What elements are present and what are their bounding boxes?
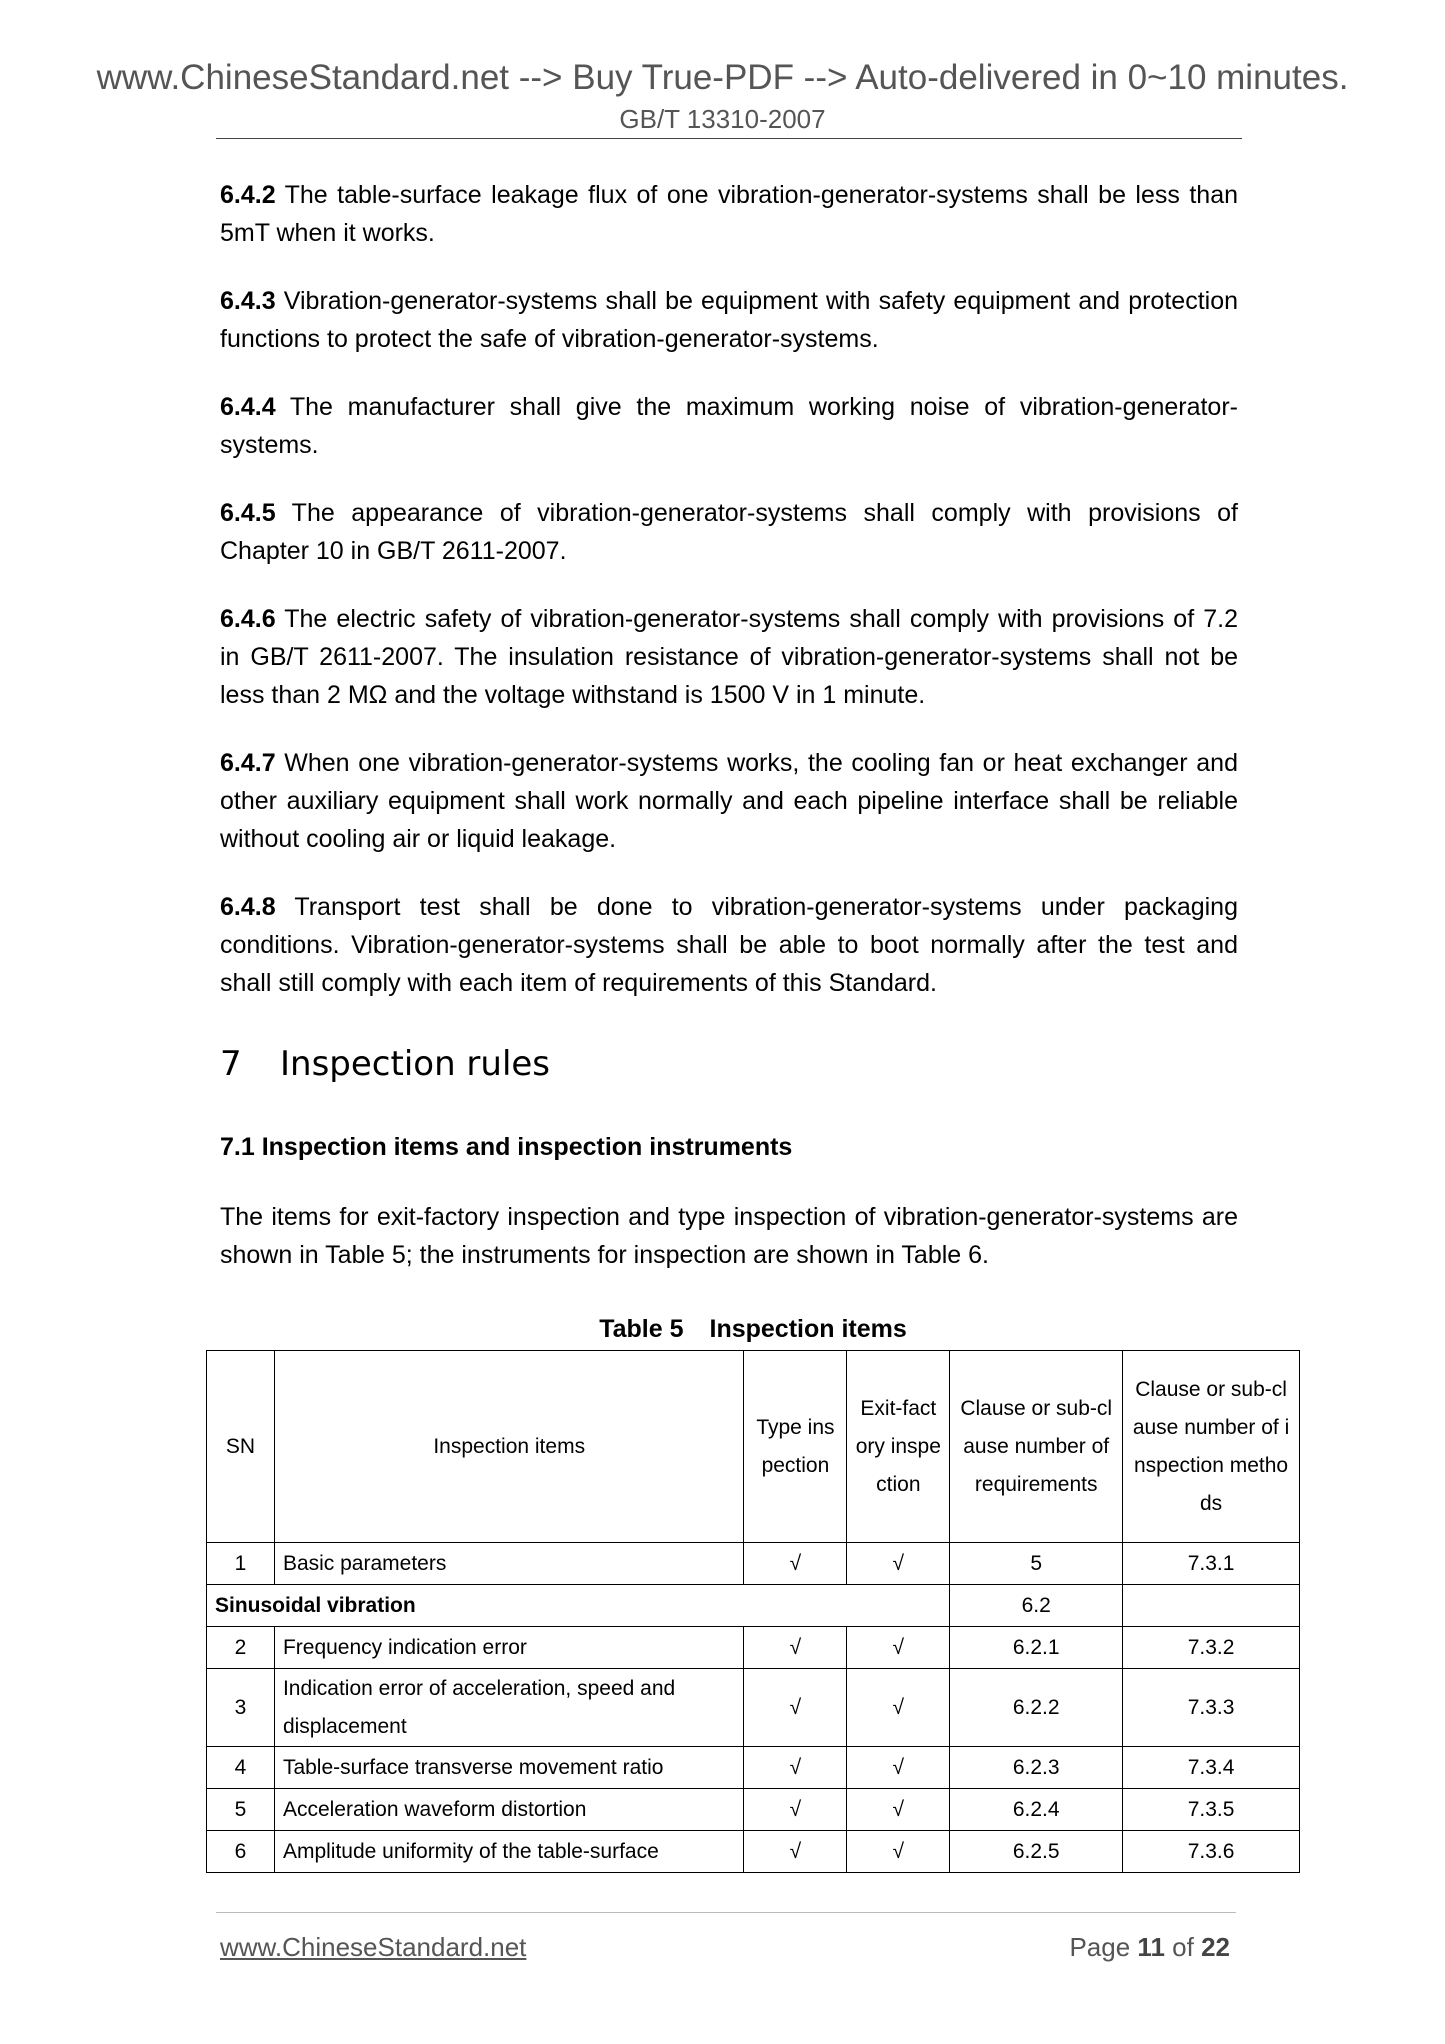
table-row	[207, 1669, 1300, 1747]
group-requirement: 6.2	[950, 1585, 1123, 1627]
table-header-row	[207, 1351, 1300, 1543]
footer-divider	[216, 1912, 1236, 1913]
section-number: 7	[220, 1044, 242, 1084]
row-exit-check: √	[847, 1747, 950, 1789]
document-body	[220, 176, 1238, 1304]
row-sn: 1	[207, 1543, 275, 1585]
row-method: 7.3.3	[1123, 1669, 1300, 1747]
header-inspection-items: Inspection items	[274, 1351, 744, 1543]
row-requirement: 6.2.1	[950, 1627, 1123, 1669]
clause-text: When one vibration-generator-systems works, the cooling fan or heat exchanger and other auxiliary equipment shall work normally and each pipeline interface shall be reliable without cooling air or liquid leakage.	[220, 749, 1238, 853]
row-sn: 2	[207, 1627, 275, 1669]
page-of: of	[1172, 1932, 1194, 1962]
row-sn: 6	[207, 1831, 275, 1873]
table-row	[207, 1627, 1300, 1669]
table-title: Inspection items	[709, 1315, 907, 1343]
row-method: 7.3.4	[1123, 1747, 1300, 1789]
row-requirement: 6.2.4	[950, 1789, 1123, 1831]
clause-6-4-8	[220, 888, 1238, 1002]
header-type-inspection: Type inspection	[744, 1351, 847, 1543]
header-divider	[216, 138, 1242, 139]
row-requirement: 5	[950, 1543, 1123, 1585]
standard-number: GB/T 13310-2007	[619, 104, 826, 134]
row-exit-check: √	[847, 1831, 950, 1873]
section-heading	[220, 1042, 1238, 1086]
row-method: 7.3.6	[1123, 1831, 1300, 1873]
section-title: Inspection rules	[280, 1044, 551, 1084]
row-method: 7.3.5	[1123, 1789, 1300, 1831]
clause-text: The manufacturer shall give the maximum working noise of vibration-generator-systems.	[220, 393, 1238, 459]
clause-number: 6.4.8	[220, 893, 276, 921]
header-banner: www.ChineseStandard.net --> Buy True-PDF --> Auto-delivered in 0~10 minutes.	[96, 58, 1349, 97]
clause-text: Vibration-generator-systems shall be equipment with safety equipment and protection functions to protect the safe of vibration-generator-systems.	[220, 287, 1238, 353]
clause-6-4-6	[220, 600, 1238, 714]
row-type-check: √	[744, 1831, 847, 1873]
table-group-row	[207, 1585, 1300, 1627]
row-type-check: √	[744, 1747, 847, 1789]
footer-site-link[interactable]: www.ChineseStandard.net	[220, 1932, 527, 1962]
row-item: Table-surface transverse movement ratio	[274, 1747, 744, 1789]
row-item: Basic parameters	[274, 1543, 744, 1585]
header-methods-clause: Clause or sub-clause number of inspection methods	[1123, 1351, 1300, 1543]
table-number: Table 5	[599, 1315, 684, 1343]
row-exit-check: √	[847, 1627, 950, 1669]
current-page: 11	[1137, 1932, 1165, 1962]
header-requirements-clause: Clause or sub-clause number of requirements	[950, 1351, 1123, 1543]
row-type-check: √	[744, 1669, 847, 1747]
intro-paragraph: The items for exit-factory inspection and type inspection of vibration-generator-systems are shown in Table 5; the instruments for inspection are shown in Table 6.	[220, 1203, 1238, 1269]
clause-number: 6.4.5	[220, 499, 276, 527]
row-type-check: √	[744, 1789, 847, 1831]
clause-6-4-4	[220, 388, 1238, 464]
clause-number: 6.4.7	[220, 749, 276, 777]
row-item: Indication error of acceleration, speed and displacement	[274, 1669, 744, 1747]
row-type-check: √	[744, 1543, 847, 1585]
header-sn: SN	[207, 1351, 275, 1543]
table-row	[207, 1747, 1300, 1789]
row-method: 7.3.1	[1123, 1543, 1300, 1585]
row-exit-check: √	[847, 1669, 950, 1747]
row-requirement: 6.2.3	[950, 1747, 1123, 1789]
clause-text: The appearance of vibration-generator-systems shall comply with provisions of Chapter 10 in GB/T 2611-2007.	[220, 499, 1238, 565]
clause-6-4-3	[220, 282, 1238, 358]
clause-text: Transport test shall be done to vibration-generator-systems under packaging conditions. Vibration-generator-systems shall be able to boot normally after the test and shall still comply with each item of requirements of this Standard.	[220, 893, 1238, 997]
table-row	[207, 1831, 1300, 1873]
clause-number: 6.4.6	[220, 605, 276, 633]
subsection-heading: 7.1 Inspection items and inspection instruments	[220, 1133, 793, 1161]
page-indicator	[1069, 1930, 1230, 1964]
clause-text: The table-surface leakage flux of one vibration-generator-systems shall be less than 5mT when it works.	[220, 181, 1238, 247]
header-exit-factory-inspection: Exit-factory inspection	[847, 1351, 950, 1543]
clause-6-4-7	[220, 744, 1238, 858]
row-item: Amplitude uniformity of the table-surface	[274, 1831, 744, 1873]
row-sn: 5	[207, 1789, 275, 1831]
group-label: Sinusoidal vibration	[207, 1585, 950, 1627]
clause-number: 6.4.2	[220, 181, 276, 209]
table-row	[207, 1789, 1300, 1831]
inspection-items-table	[206, 1350, 1300, 1873]
row-item: Acceleration waveform distortion	[274, 1789, 744, 1831]
row-requirement: 6.2.5	[950, 1831, 1123, 1873]
table-caption	[206, 1312, 1300, 1346]
group-method	[1123, 1585, 1300, 1627]
row-sn: 3	[207, 1669, 275, 1747]
clause-6-4-5	[220, 494, 1238, 570]
clause-text: The electric safety of vibration-generator-systems shall comply with provisions of 7.2 in GB/T 2611-2007. The insulation resistance of vibration-generator-systems shall not be less than 2 MΩ and the voltage withstand is 1500 V in 1 minute.	[220, 605, 1238, 709]
page-label: Page	[1069, 1932, 1131, 1962]
clause-number: 6.4.3	[220, 287, 276, 315]
row-sn: 4	[207, 1747, 275, 1789]
total-pages: 22	[1201, 1932, 1230, 1962]
row-exit-check: √	[847, 1789, 950, 1831]
clause-number: 6.4.4	[220, 393, 276, 421]
row-item: Frequency indication error	[274, 1627, 744, 1669]
row-type-check: √	[744, 1627, 847, 1669]
row-method: 7.3.2	[1123, 1627, 1300, 1669]
row-exit-check: √	[847, 1543, 950, 1585]
clause-6-4-2	[220, 176, 1238, 252]
table-row	[207, 1543, 1300, 1585]
row-requirement: 6.2.2	[950, 1669, 1123, 1747]
